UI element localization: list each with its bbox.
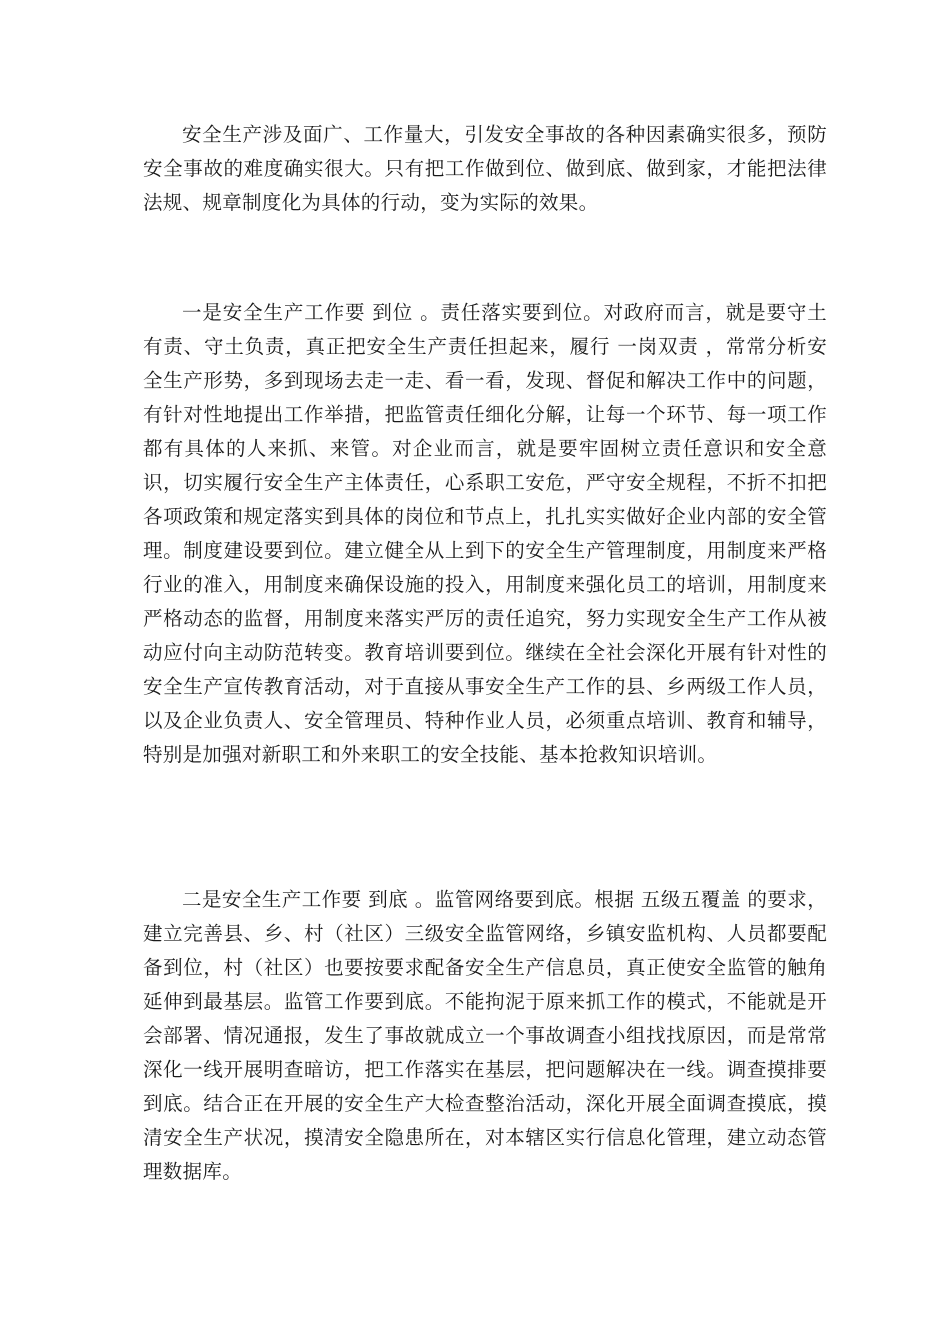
paragraph-first-point: 一是安全生产工作要 到位 。责任落实要到位。对政府而言，就是要守土有责、守土负责，真正把安全生产责任担起来，履行 一岗双责 ，常常分析安全生产形势，多到现场去走一走、看一看，发现、督促和解决工作中的问题，有针对性地提出工作举措，把监管责任细化分解，让每一个环节、每一项工作都有具体的人来抓、来管。对企业而言，就是要牢固树立责任意识和安全意识，切实履行安全生产主体责任，心系职工安危，严守安全规程，不折不扣把各项政策和规定落实到具体的岗位和节点上，扎扎实实做好企业内部的安全管理。制度建设要到位。建立健全从上到下的安全生产管理制度，用制度来严格行业的准入，用制度来确保设施的投入，用制度来强化员工的培训，用制度来严格动态的监督，用制度来落实严厉的责任追究，努力实现安全生产工作从被动应付向主动防范转变。教育培训要到位。继续在全社会深化开展有针对性的安全生产宣传教育活动，对于直接从事安全生产工作的县、乡两级工作人员，以及企业负责人、安全管理员、特种作业人员，必须重点培训、教育和辅导，特别是加强对新职工和外来职工的安全技能、基本抢救知识培训。 xyxy=(143,301,827,766)
paragraph-intro: 安全生产涉及面广、工作量大，引发安全事故的各种因素确实很多，预防安全事故的难度确实很大。只有把工作做到位、做到底、做到家，才能把法律法规、规章制度化为具体的行动，变为实际的效果。 xyxy=(143,123,827,214)
paragraph-second-point: 二是安全生产工作要 到底 。监管网络要到底。根据 五级五覆盖 的要求，建立完善县、乡、村（社区）三级安全监管网络，乡镇安监机构、人员都要配备到位，村（社区）也要按要求配备安全生产信息员，真正使安全监管的触角延伸到最基层。监管工作要到底。不能拘泥于原来抓工作的模式，不能就是开会部署、情况通报，发生了事故就成立一个事故调查小组找找原因，而是常常深化一线开展明查暗访，把工作落实在基层，把问题解决在一线。调查摸排要到底。结合正在开展的安全生产大检查整治活动，深化开展全面调查摸底，摸清安全生产状况，摸清安全隐患所在，对本辖区实行信息化管理，建立动态管理数据库。 xyxy=(143,888,827,1183)
